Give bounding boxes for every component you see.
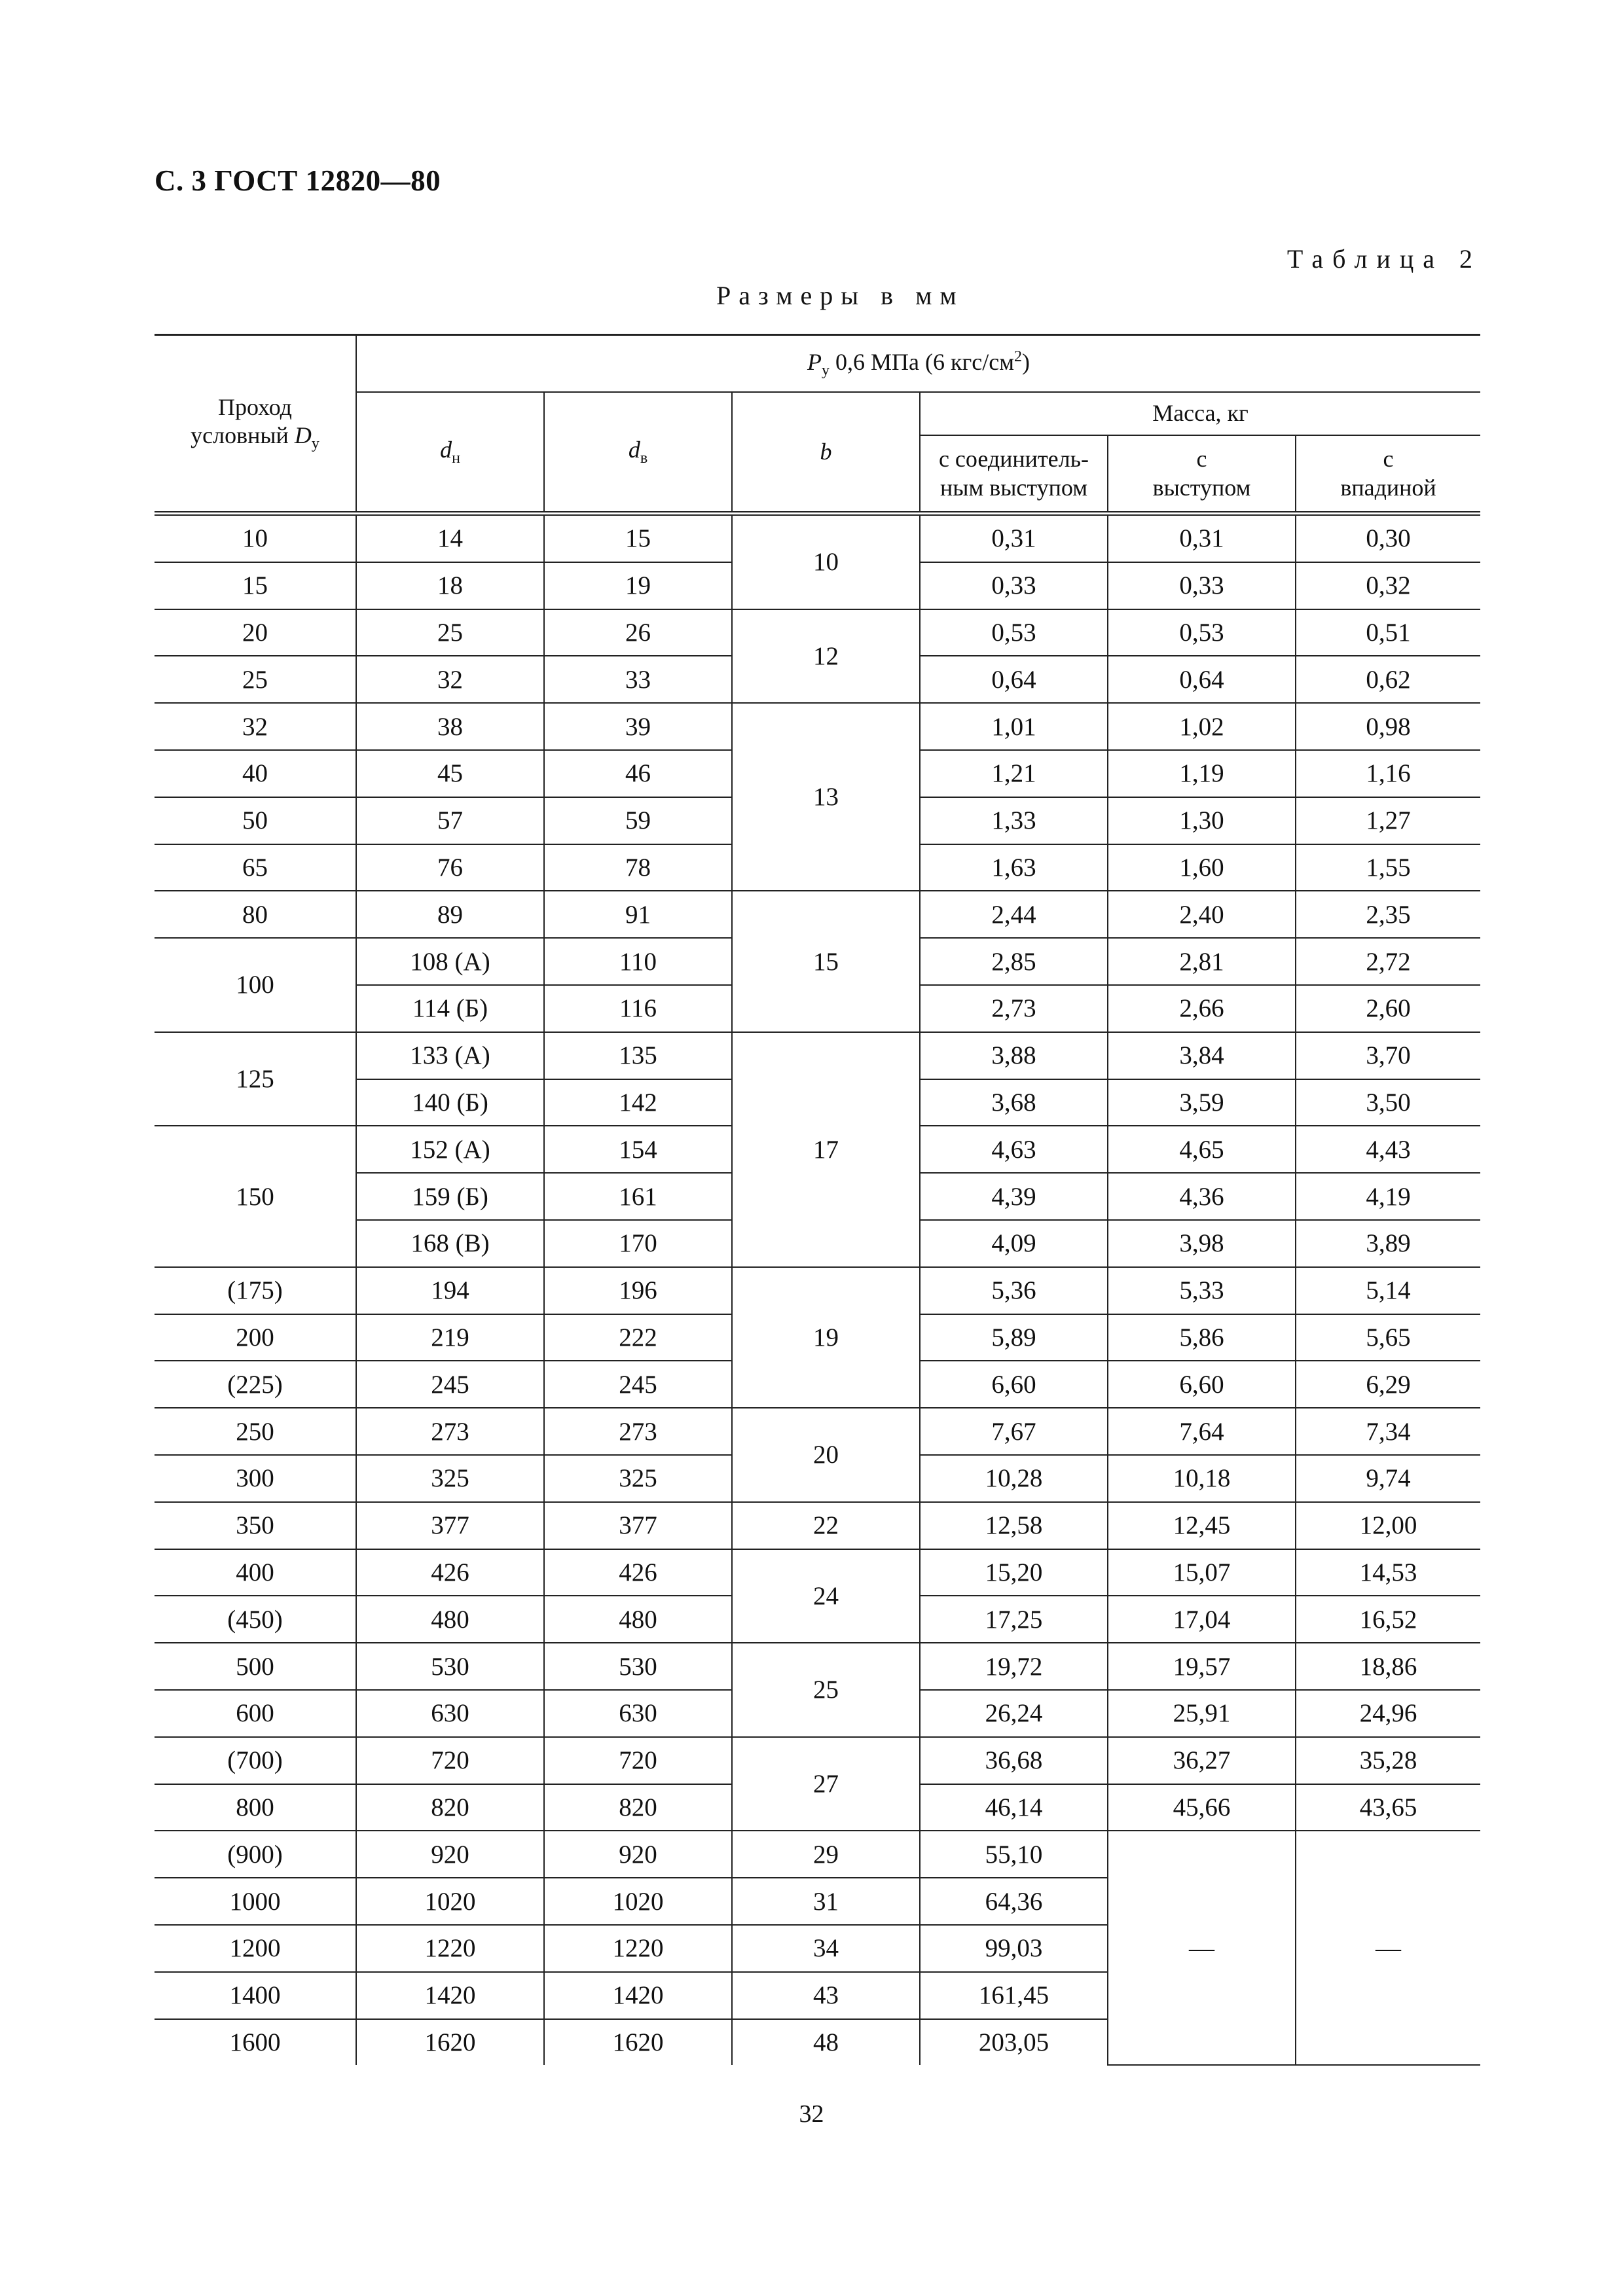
mass1-cell: 55,10 — [920, 1831, 1108, 1878]
mass2-cell: 15,07 — [1108, 1549, 1296, 1596]
mass3-cell: 4,43 — [1296, 1126, 1480, 1173]
mass1-cell: 3,68 — [920, 1079, 1108, 1126]
mass2-cell: 36,27 — [1108, 1737, 1296, 1784]
outer-diameter-header: $d_н$ — [356, 392, 544, 514]
dy-cell: 20 — [155, 609, 356, 656]
page-header: С. 3 ГОСТ 12820—80 — [155, 164, 441, 197]
mass3-cell: 14,53 — [1296, 1549, 1480, 1596]
b-cell: 10 — [732, 514, 920, 609]
dy-cell: (900) — [155, 1831, 356, 1878]
mass3-cell: 1,16 — [1296, 750, 1480, 797]
mass2-cell: 5,86 — [1108, 1314, 1296, 1361]
mass3-cell: 2,72 — [1296, 938, 1480, 985]
dn-cell: 530 — [356, 1643, 544, 1690]
dy-cell: 15 — [155, 562, 356, 609]
mass-recess-header: с впадиной — [1296, 435, 1480, 514]
nominal-passage-header: Проход условный $D_у$ — [155, 335, 356, 514]
dv-cell: 135 — [544, 1032, 732, 1079]
dn-cell: 159 (Б) — [356, 1173, 544, 1220]
dn-cell: 245 — [356, 1361, 544, 1408]
dv-cell: 46 — [544, 750, 732, 797]
dv-cell: 245 — [544, 1361, 732, 1408]
mass1-cell: 2,73 — [920, 985, 1108, 1032]
units-label: Размеры в мм — [716, 281, 964, 310]
mass1-cell: 10,28 — [920, 1455, 1108, 1502]
dn-cell: 480 — [356, 1596, 544, 1643]
dn-cell: 325 — [356, 1455, 544, 1502]
dy-cell: 32 — [155, 703, 356, 750]
mass1-cell: 6,60 — [920, 1361, 1108, 1408]
dn-cell: 57 — [356, 797, 544, 844]
mass1-cell: 1,63 — [920, 844, 1108, 891]
dn-cell: 273 — [356, 1408, 544, 1455]
dv-cell: 1620 — [544, 2019, 732, 2066]
mass3-cell: 2,35 — [1296, 891, 1480, 938]
thickness-header: b — [732, 392, 920, 514]
dv-cell: 154 — [544, 1126, 732, 1173]
b-cell: 29 — [732, 1831, 920, 1878]
mass1-cell: 46,14 — [920, 1784, 1108, 1831]
mass1-cell: 0,64 — [920, 656, 1108, 703]
mass2-cell: 10,18 — [1108, 1455, 1296, 1502]
dv-cell: 161 — [544, 1173, 732, 1220]
dn-cell: 89 — [356, 891, 544, 938]
dn-cell: 720 — [356, 1737, 544, 1784]
dn-cell: 152 (А) — [356, 1126, 544, 1173]
mass3-cell: 0,98 — [1296, 703, 1480, 750]
mass2-cell: 4,65 — [1108, 1126, 1296, 1173]
mass1-cell: 0,33 — [920, 562, 1108, 609]
table-row — [155, 609, 1480, 656]
dy-cell: 150 — [155, 1126, 356, 1266]
page-number: 32 — [799, 2100, 824, 2128]
dy-cell: 1200 — [155, 1925, 356, 1972]
table-row — [155, 1549, 1480, 1596]
mass1-cell: 1,21 — [920, 750, 1108, 797]
mass1-cell: 0,53 — [920, 609, 1108, 656]
mass3-cell: 7,34 — [1296, 1408, 1480, 1455]
mass3-cell: 0,30 — [1296, 514, 1480, 562]
dv-cell: 530 — [544, 1643, 732, 1690]
b-cell: 24 — [732, 1549, 920, 1643]
dv-cell: 325 — [544, 1455, 732, 1502]
dn-cell: 114 (Б) — [356, 985, 544, 1032]
mass2-cell: 3,84 — [1108, 1032, 1296, 1079]
dv-cell: 91 — [544, 891, 732, 938]
dy-cell: (450) — [155, 1596, 356, 1643]
mass1-cell: 36,68 — [920, 1737, 1108, 1784]
mass2-cell: 6,60 — [1108, 1361, 1296, 1408]
dy-cell: 100 — [155, 938, 356, 1032]
mass1-cell: 1,33 — [920, 797, 1108, 844]
b-cell: 22 — [732, 1502, 920, 1549]
dn-cell: 18 — [356, 562, 544, 609]
mass1-cell: 4,39 — [920, 1173, 1108, 1220]
dy-cell: (175) — [155, 1267, 356, 1314]
mass2-dash-cell: — — [1108, 1831, 1296, 2065]
mass3-cell: 3,50 — [1296, 1079, 1480, 1126]
mass3-cell: 4,19 — [1296, 1173, 1480, 1220]
inner-diameter-header: $d_в$ — [544, 392, 732, 514]
mass1-cell: 17,25 — [920, 1596, 1108, 1643]
table-row — [155, 1737, 1480, 1784]
dy-cell: 10 — [155, 514, 356, 562]
b-cell: 34 — [732, 1925, 920, 1972]
mass2-cell: 0,64 — [1108, 656, 1296, 703]
mass2-cell: 17,04 — [1108, 1596, 1296, 1643]
dn-cell: 194 — [356, 1267, 544, 1314]
mass3-cell: 35,28 — [1296, 1737, 1480, 1784]
dy-cell: 800 — [155, 1784, 356, 1831]
dv-cell: 15 — [544, 514, 732, 562]
mass3-cell: 16,52 — [1296, 1596, 1480, 1643]
mass3-cell: 18,86 — [1296, 1643, 1480, 1690]
dv-cell: 273 — [544, 1408, 732, 1455]
mass3-cell: 3,70 — [1296, 1032, 1480, 1079]
dv-cell: 720 — [544, 1737, 732, 1784]
b-cell: 31 — [732, 1878, 920, 1925]
mass1-cell: 161,45 — [920, 1972, 1108, 2019]
dv-cell: 59 — [544, 797, 732, 844]
mass3-cell: 1,27 — [1296, 797, 1480, 844]
dv-cell: 142 — [544, 1079, 732, 1126]
b-cell: 25 — [732, 1643, 920, 1737]
table-row — [155, 891, 1480, 938]
table-label: Таблица 2 — [1286, 244, 1482, 274]
dn-cell: 1220 — [356, 1925, 544, 1972]
mass3-cell: 5,65 — [1296, 1314, 1480, 1361]
table-row — [155, 703, 1480, 750]
mass1-cell: 15,20 — [920, 1549, 1108, 1596]
mass2-cell: 0,33 — [1108, 562, 1296, 609]
mass2-cell: 1,60 — [1108, 844, 1296, 891]
mass3-cell: 0,51 — [1296, 609, 1480, 656]
table-row — [155, 1408, 1480, 1455]
table-row — [155, 1831, 1480, 1878]
dn-cell: 219 — [356, 1314, 544, 1361]
dn-cell: 108 (А) — [356, 938, 544, 985]
dy-cell: 400 — [155, 1549, 356, 1596]
mass3-cell: 9,74 — [1296, 1455, 1480, 1502]
dy-cell: (225) — [155, 1361, 356, 1408]
mass3-cell: 0,62 — [1296, 656, 1480, 703]
dv-cell: 39 — [544, 703, 732, 750]
dv-cell: 1420 — [544, 1972, 732, 2019]
dn-cell: 45 — [356, 750, 544, 797]
dn-cell: 426 — [356, 1549, 544, 1596]
dv-cell: 78 — [544, 844, 732, 891]
mass2-cell: 1,19 — [1108, 750, 1296, 797]
mass1-cell: 99,03 — [920, 1925, 1108, 1972]
dy-cell: 200 — [155, 1314, 356, 1361]
mass1-cell: 7,67 — [920, 1408, 1108, 1455]
mass2-cell: 2,40 — [1108, 891, 1296, 938]
mass-header: Масса, кг — [920, 392, 1480, 435]
dy-cell: 1000 — [155, 1878, 356, 1925]
dv-cell: 19 — [544, 562, 732, 609]
dy-cell: 500 — [155, 1643, 356, 1690]
table-row — [155, 1032, 1480, 1079]
dv-cell: 1220 — [544, 1925, 732, 1972]
mass2-cell: 1,30 — [1108, 797, 1296, 844]
dn-cell: 630 — [356, 1690, 544, 1737]
mass3-cell: 1,55 — [1296, 844, 1480, 891]
pressure-header: $P_у$ 0,6 МПа (6 кгс/$см^2$) — [356, 335, 1480, 393]
mass2-cell: 7,64 — [1108, 1408, 1296, 1455]
mass2-cell: 12,45 — [1108, 1502, 1296, 1549]
mass2-cell: 45,66 — [1108, 1784, 1296, 1831]
dn-cell: 168 (В) — [356, 1220, 544, 1267]
dn-cell: 377 — [356, 1502, 544, 1549]
dv-cell: 426 — [544, 1549, 732, 1596]
b-cell: 19 — [732, 1267, 920, 1408]
mass2-cell: 25,91 — [1108, 1690, 1296, 1737]
mass1-cell: 3,88 — [920, 1032, 1108, 1079]
dn-cell: 1420 — [356, 1972, 544, 2019]
dy-cell: 1400 — [155, 1972, 356, 2019]
dn-cell: 14 — [356, 514, 544, 562]
mass1-cell: 2,44 — [920, 891, 1108, 938]
dv-cell: 26 — [544, 609, 732, 656]
dy-cell: 80 — [155, 891, 356, 938]
dv-cell: 377 — [544, 1502, 732, 1549]
table-row — [155, 1643, 1480, 1690]
dy-cell: 1600 — [155, 2019, 356, 2066]
mass1-cell: 4,63 — [920, 1126, 1108, 1173]
dn-cell: 38 — [356, 703, 544, 750]
mass1-cell: 1,01 — [920, 703, 1108, 750]
dn-cell: 1620 — [356, 2019, 544, 2066]
flange-dimensions-table — [155, 334, 1480, 2066]
dv-cell: 222 — [544, 1314, 732, 1361]
mass2-cell: 0,31 — [1108, 514, 1296, 562]
b-cell: 43 — [732, 1972, 920, 2019]
dn-cell: 820 — [356, 1784, 544, 1831]
dy-cell: 65 — [155, 844, 356, 891]
dy-cell: 350 — [155, 1502, 356, 1549]
b-cell: 12 — [732, 609, 920, 704]
table-row — [155, 514, 1480, 562]
b-cell: 15 — [732, 891, 920, 1031]
mass-connecting-projection-header: с соединитель- ным выступом — [920, 435, 1108, 514]
dy-cell: 40 — [155, 750, 356, 797]
mass3-cell: 12,00 — [1296, 1502, 1480, 1549]
dn-cell: 920 — [356, 1831, 544, 1878]
mass-projection-header: с выступом — [1108, 435, 1296, 514]
mass3-dash-cell: — — [1296, 1831, 1480, 2065]
dv-cell: 480 — [544, 1596, 732, 1643]
mass3-cell: 24,96 — [1296, 1690, 1480, 1737]
mass2-cell: 19,57 — [1108, 1643, 1296, 1690]
dv-cell: 630 — [544, 1690, 732, 1737]
dn-cell: 32 — [356, 656, 544, 703]
dv-cell: 116 — [544, 985, 732, 1032]
mass1-cell: 4,09 — [920, 1220, 1108, 1267]
mass1-cell: 203,05 — [920, 2019, 1108, 2066]
dy-cell: 600 — [155, 1690, 356, 1737]
mass2-cell: 5,33 — [1108, 1267, 1296, 1314]
mass1-cell: 19,72 — [920, 1643, 1108, 1690]
mass2-cell: 3,59 — [1108, 1079, 1296, 1126]
mass2-cell: 0,53 — [1108, 609, 1296, 656]
b-cell: 20 — [732, 1408, 920, 1502]
dv-cell: 920 — [544, 1831, 732, 1878]
mass2-cell: 2,81 — [1108, 938, 1296, 985]
mass1-cell: 0,31 — [920, 514, 1108, 562]
mass3-cell: 2,60 — [1296, 985, 1480, 1032]
dn-cell: 133 (А) — [356, 1032, 544, 1079]
dv-cell: 820 — [544, 1784, 732, 1831]
mass1-cell: 64,36 — [920, 1878, 1108, 1925]
dy-cell: 250 — [155, 1408, 356, 1455]
dy-cell: (700) — [155, 1737, 356, 1784]
dy-cell: 25 — [155, 656, 356, 703]
mass3-cell: 43,65 — [1296, 1784, 1480, 1831]
mass2-cell: 3,98 — [1108, 1220, 1296, 1267]
dn-cell: 25 — [356, 609, 544, 656]
mass3-cell: 5,14 — [1296, 1267, 1480, 1314]
mass1-cell: 2,85 — [920, 938, 1108, 985]
mass1-cell: 5,36 — [920, 1267, 1108, 1314]
mass2-cell: 4,36 — [1108, 1173, 1296, 1220]
mass1-cell: 12,58 — [920, 1502, 1108, 1549]
mass3-cell: 0,32 — [1296, 562, 1480, 609]
mass1-cell: 26,24 — [920, 1690, 1108, 1737]
dy-cell: 50 — [155, 797, 356, 844]
dv-cell: 110 — [544, 938, 732, 985]
dn-cell: 140 (Б) — [356, 1079, 544, 1126]
table-row — [155, 1267, 1480, 1314]
dy-cell: 125 — [155, 1032, 356, 1126]
mass3-cell: 3,89 — [1296, 1220, 1480, 1267]
mass1-cell: 5,89 — [920, 1314, 1108, 1361]
mass3-cell: 6,29 — [1296, 1361, 1480, 1408]
dn-cell: 1020 — [356, 1878, 544, 1925]
mass2-cell: 2,66 — [1108, 985, 1296, 1032]
b-cell: 27 — [732, 1737, 920, 1831]
dv-cell: 1020 — [544, 1878, 732, 1925]
table-row — [155, 1502, 1480, 1549]
dv-cell: 196 — [544, 1267, 732, 1314]
mass2-cell: 1,02 — [1108, 703, 1296, 750]
b-cell: 17 — [732, 1032, 920, 1267]
dn-cell: 76 — [356, 844, 544, 891]
dv-cell: 33 — [544, 656, 732, 703]
dv-cell: 170 — [544, 1220, 732, 1267]
b-cell: 48 — [732, 2019, 920, 2066]
b-cell: 13 — [732, 703, 920, 891]
dy-cell: 300 — [155, 1455, 356, 1502]
